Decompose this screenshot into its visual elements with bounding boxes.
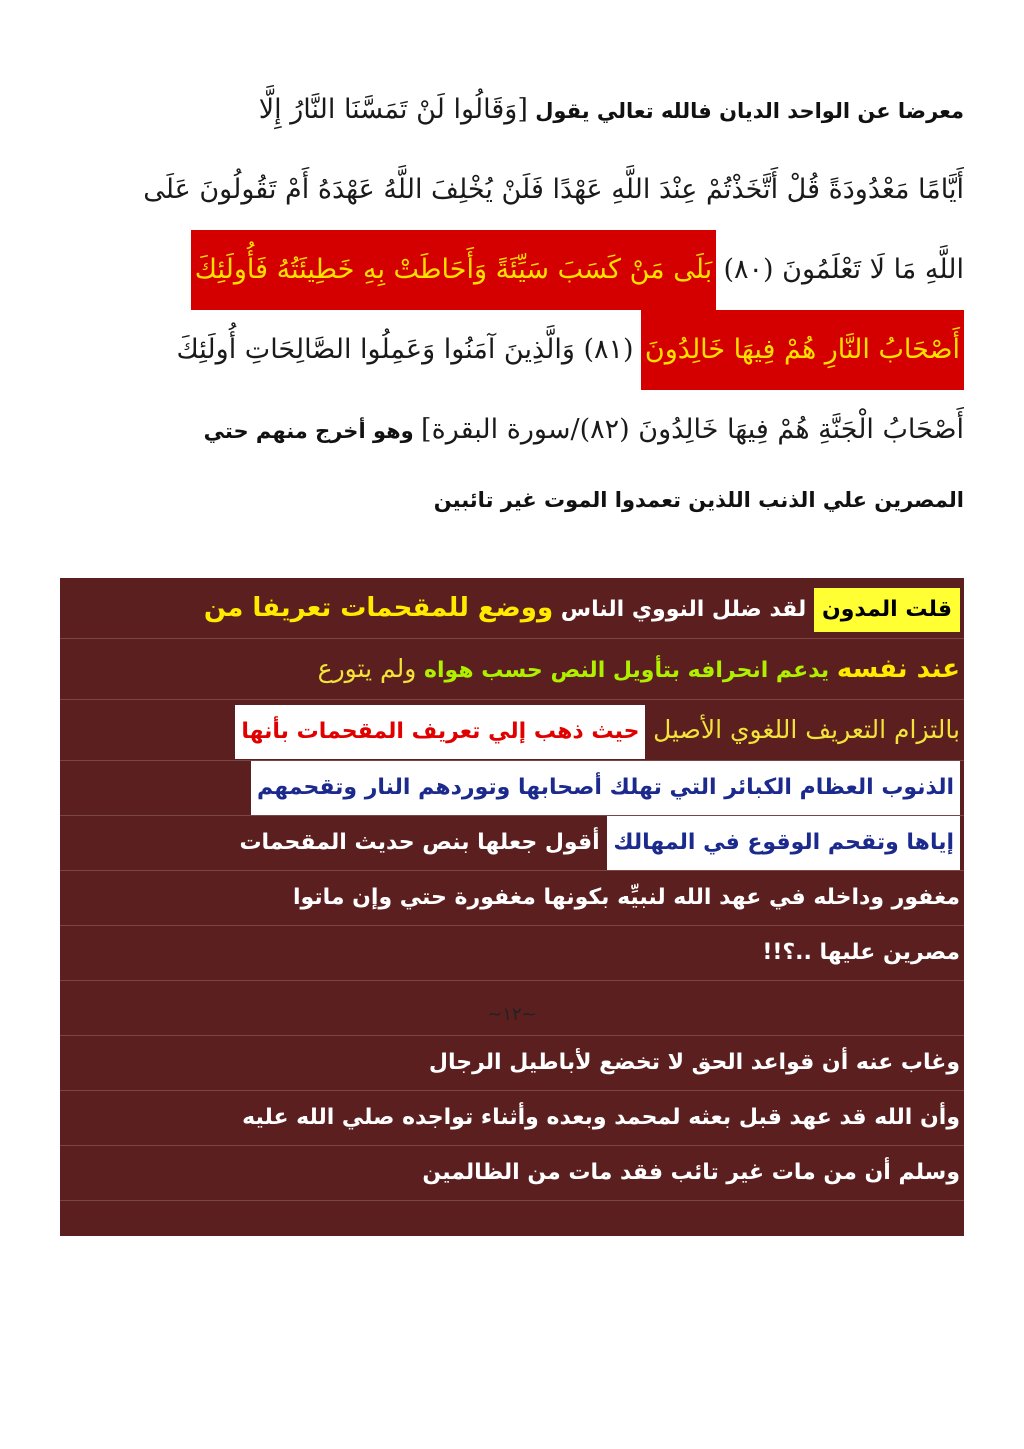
commentary-row-4 xyxy=(60,761,964,816)
commentary-row-6 xyxy=(60,871,964,926)
text-line-3 xyxy=(60,230,964,310)
text-line-4 xyxy=(60,310,964,390)
text-line-6 xyxy=(60,470,964,530)
prose-text: المصرين علي الذنب اللذين تعمدوا الموت غير تائبين xyxy=(433,488,964,512)
text-line-2 xyxy=(60,150,964,230)
prose-text: وهو أخرج منهم حتي xyxy=(203,419,414,443)
blogger-note-label: قلت المدون xyxy=(814,588,960,632)
commentary-text: عند نفسه xyxy=(836,654,960,684)
top-text-block xyxy=(60,70,964,530)
commentary-text: وأن الله قد عهد قبل بعثه لمحمد وبعده وأثناء تواجده صلي الله عليه xyxy=(242,1105,960,1130)
highlighted-verse: أَصْحَابُ النَّارِ هُمْ فِيهَا خَالِدُونَ xyxy=(641,310,964,390)
commentary-row-10 xyxy=(60,1091,964,1146)
commentary-row-2 xyxy=(60,639,964,700)
commentary-text: بالتزام التعريف اللغوي الأصيل xyxy=(653,715,960,744)
commentary-text: وسلم أن من مات غير تائب فقد مات من الظالمين xyxy=(422,1160,960,1185)
commentary-row-1 xyxy=(60,578,964,639)
text-line-1 xyxy=(60,70,964,150)
quran-verse: (٨١) وَالَّذِينَ آمَنُوا وَعَمِلُوا الصَّالِحَاتِ أُولَئِكَ xyxy=(176,334,634,365)
page-number: ~١٢~ xyxy=(487,1004,537,1025)
text-line-5 xyxy=(60,390,964,470)
commentary-text: لقد ضلل النووي الناس xyxy=(560,597,807,622)
prose-text: معرضا عن الواحد الديان فالله تعالي يقول xyxy=(535,99,964,123)
commentary-row-7 xyxy=(60,926,964,981)
commentary-text: ولم يتورع xyxy=(317,654,417,683)
commentary-row-3 xyxy=(60,700,964,761)
highlighted-verse: بَلَى مَنْ كَسَبَ سَيِّئَةً وَأَحَاطَتْ بِهِ خَطِيئَتُهُ فَأُولَئِكَ xyxy=(191,230,716,310)
commentary-box xyxy=(60,578,964,1236)
commentary-text: حيث ذهب إلي تعريف المقحمات بأنها xyxy=(235,705,645,759)
commentary-text: إياها وتقحم الوقوع في المهالك xyxy=(607,816,960,870)
commentary-row-5 xyxy=(60,816,964,871)
commentary-text: ووضع للمقحمات تعريفا من xyxy=(203,593,554,623)
quran-verse: اللَّهِ مَا لَا تَعْلَمُونَ (٨٠) xyxy=(723,254,964,285)
commentary-text: وغاب عنه أن قواعد الحق لا تخضع لأباطيل الرجال xyxy=(428,1050,960,1075)
quran-verse: أَصْحَابُ الْجَنَّةِ هُمْ فِيهَا خَالِدُونَ (٨٢)/سورة البقرة] xyxy=(421,414,964,445)
commentary-text: مغفور وداخله في عهد الله لنبيِّه بكونها مغفورة حتي وإن ماتوا xyxy=(293,885,960,910)
commentary-text: الذنوب العظام الكبائر التي تهلك أصحابها وتوردهم النار وتقحمهم xyxy=(251,761,960,815)
commentary-text: يدعم انحرافه بتأويل النص حسب هواه xyxy=(424,658,830,683)
commentary-row-9 xyxy=(60,1036,964,1091)
quran-verse: [وَقَالُوا لَنْ تَمَسَّنَا النَّارُ إِلَّا xyxy=(258,94,528,125)
quran-verse: أَيَّامًا مَعْدُودَةً قُلْ أَتَّخَذْتُمْ عِنْدَ اللَّهِ عَهْدًا فَلَنْ يُخْلِفَ اللَّهُ عَهْدَهُ أَمْ تَقُولُونَ عَلَى xyxy=(143,174,964,205)
commentary-text: مصرين عليها ..؟!! xyxy=(762,940,960,965)
commentary-row-11 xyxy=(60,1146,964,1201)
commentary-text: أقول جعلها بنص حديث المقحمات xyxy=(239,830,600,855)
